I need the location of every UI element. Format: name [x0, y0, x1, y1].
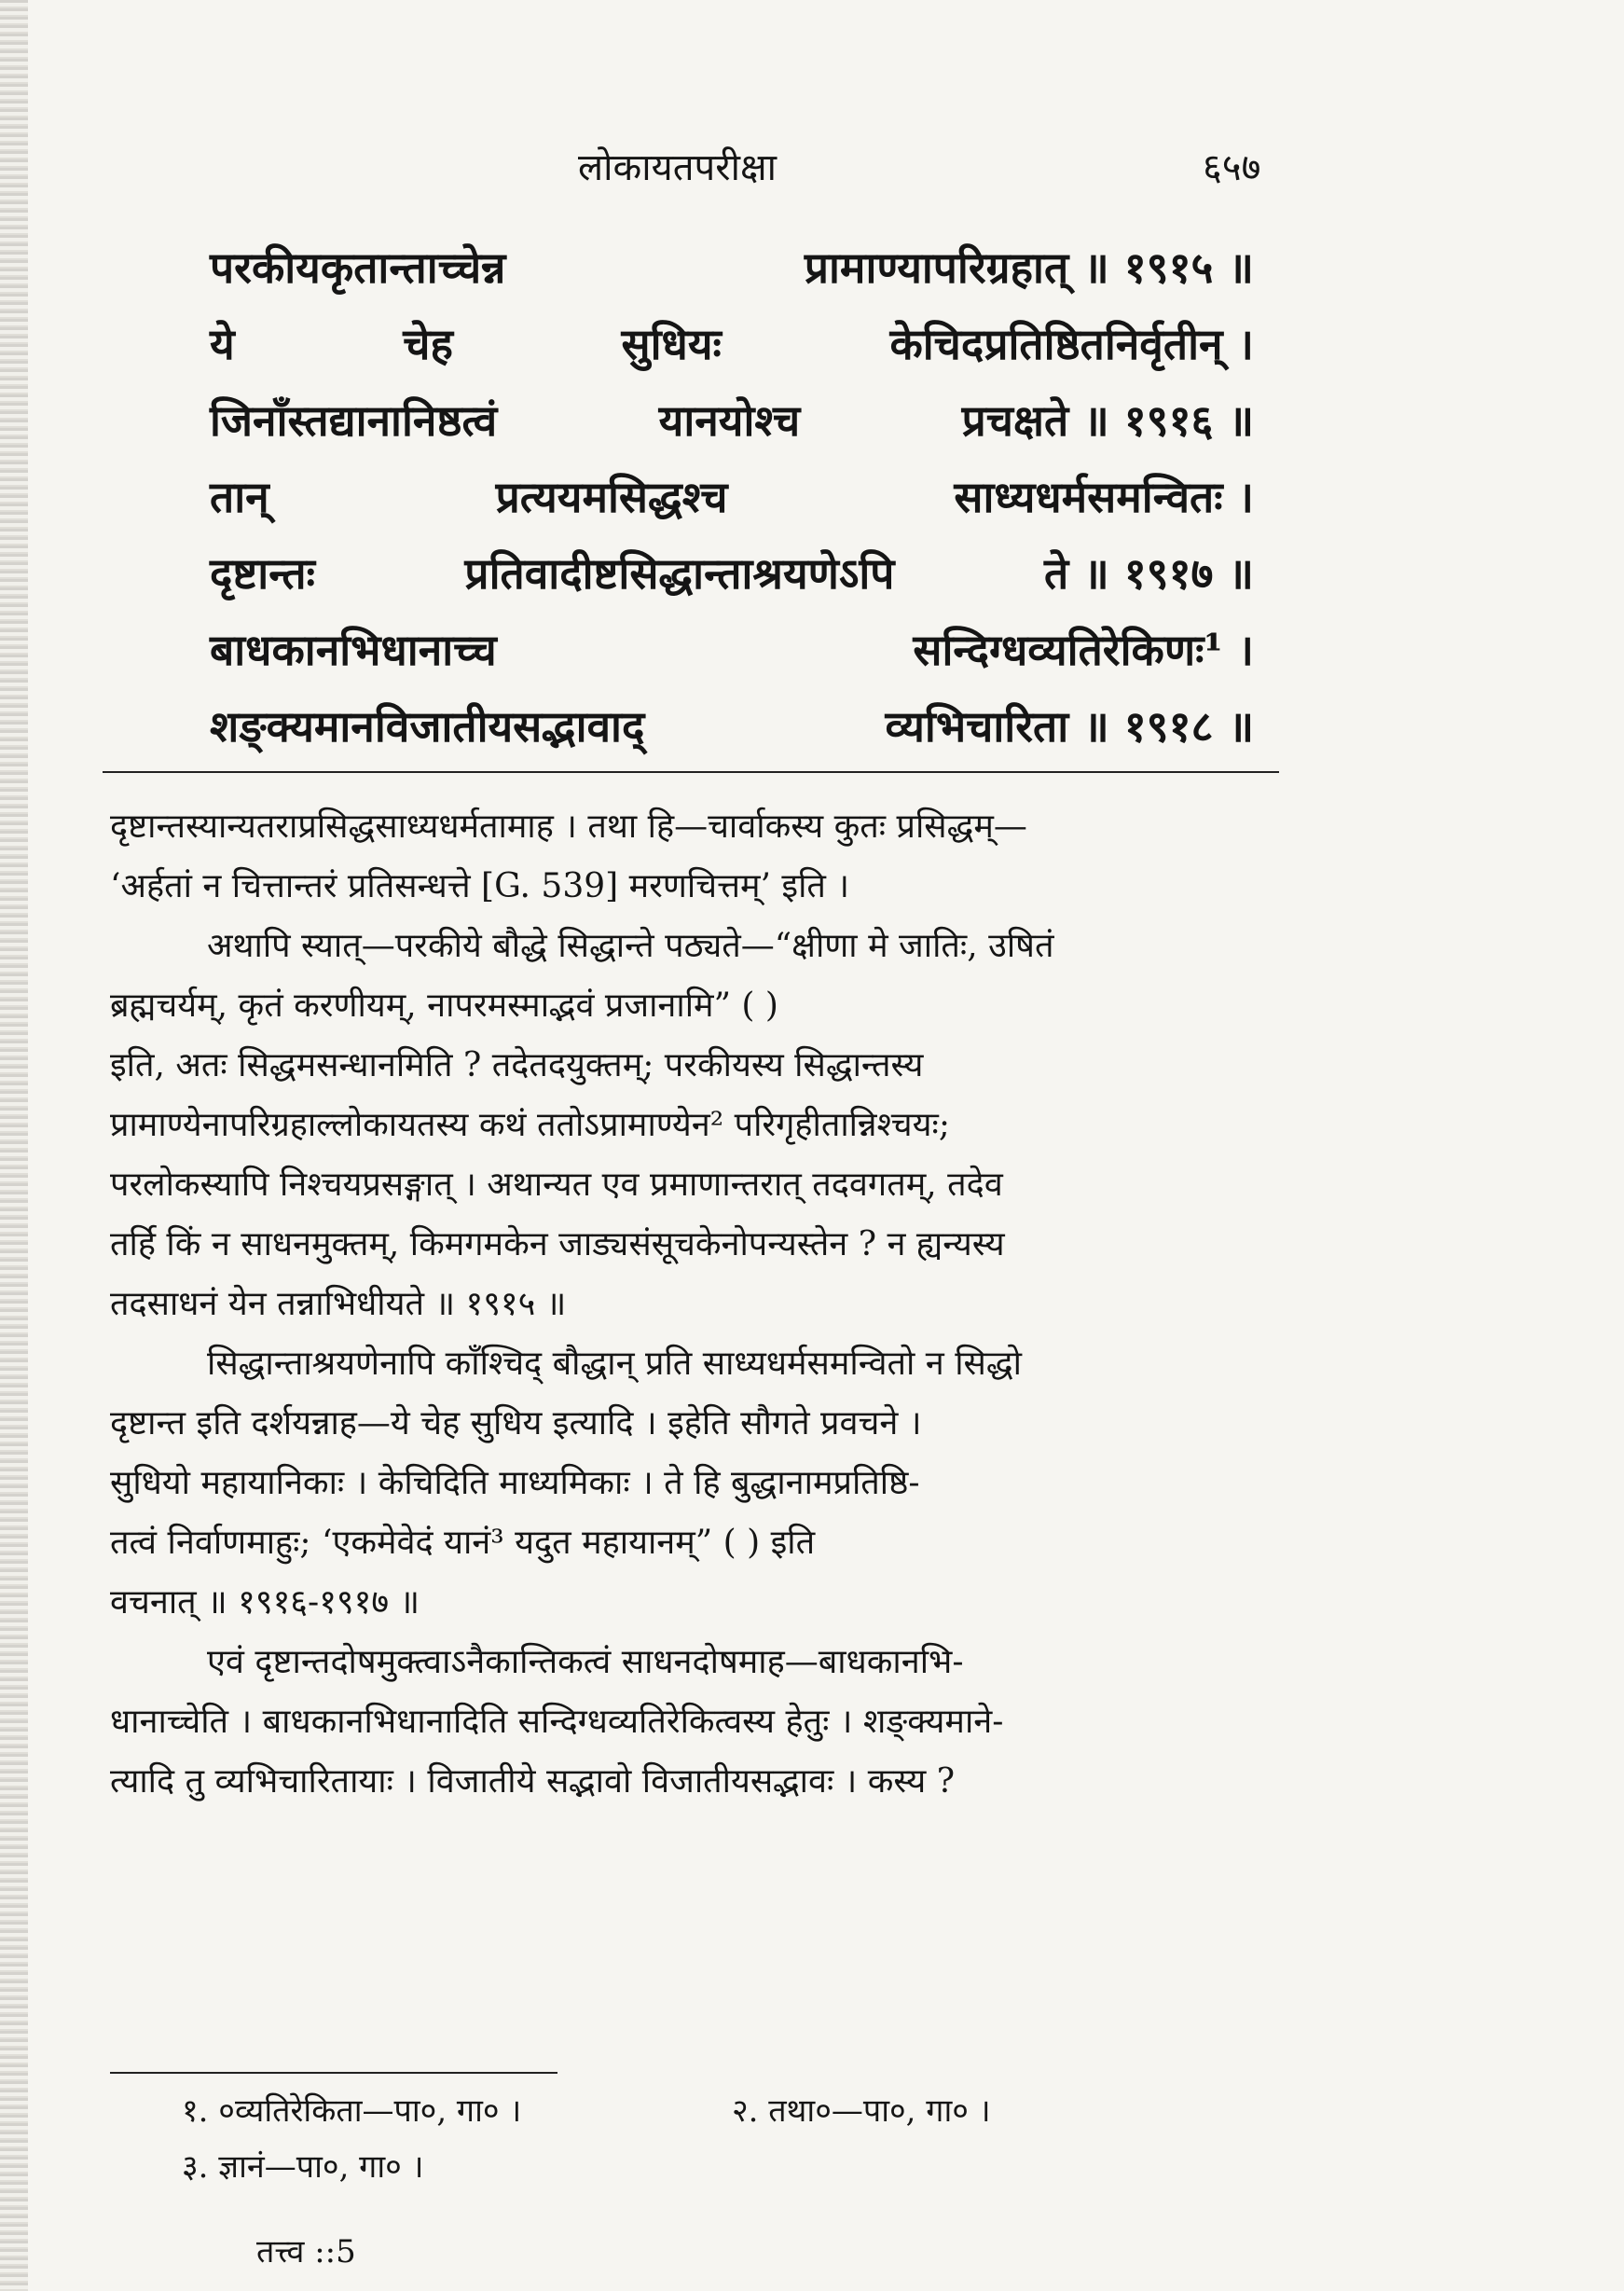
commentary-line: प्रामाण्येनापरिग्रहाल्लोकायतस्य कथं ततोऽप्रामाण्येन² परिगृहीतान्निश्चयः; — [110, 1106, 950, 1144]
commentary-line: ‘अर्हतां न चित्तान्तरं प्रतिसन्धत्ते [G. 539] मरणचित्तम्’ इति । — [110, 867, 849, 905]
commentary-paragraph — [110, 797, 1281, 917]
page-number: ६५७ — [1203, 146, 1261, 189]
footnote: १. ०व्यतिरेकिता—पा०, गा० । — [182, 2092, 522, 2130]
page-spine-edge — [0, 0, 28, 2291]
page-header — [0, 140, 1624, 196]
verse-block — [210, 238, 1254, 773]
commentary-line: ब्रह्मचर्यम्, कृतं करणीयम्, नापरमस्माद्भवं प्रजानामि” ( ) — [110, 987, 778, 1025]
commentary-line: इति, अतः सिद्धमसन्धानमिति ? तदेतदयुक्तम्; परकीयस्य सिद्धान्तस्य — [110, 1046, 924, 1084]
verse-word: चेह — [403, 319, 453, 369]
commentary-line: दृष्टान्त इति दर्शयन्नाह—ये चेह सुधिय इत्यादि । इहेति सौगते प्रवचने । — [110, 1404, 922, 1442]
verse-word: जिनाँस्तद्यानानिष्ठत्वं — [210, 395, 498, 446]
verse-word: व्यभिचारिता ॥ १९१८ ॥ — [885, 701, 1254, 752]
verse-line — [210, 544, 1254, 620]
verse-word: यानयोश्च — [658, 395, 801, 446]
commentary-line: धानाच्चेति । बाधकानभिधानादिति सन्दिग्धव्यतिरेकित्वस्य हेतुः । शङ्क्यमाने- — [110, 1703, 1004, 1741]
footnote: २. तथा०—पा०, गा० । — [732, 2092, 991, 2130]
verse-word: प्रामाण्यापरिग्रहात् ॥ १९१५ ॥ — [804, 242, 1254, 293]
verse-word: परकीयकृतान्ताच्चेन्न — [210, 242, 506, 293]
running-title: लोकायतपरीक्षा — [578, 146, 778, 189]
verse-line — [210, 620, 1254, 697]
footnote: ३. ज्ञानं—पा०, गा० । — [182, 2148, 424, 2186]
verse-word: सुधियः — [621, 319, 722, 369]
signature-mark: तत्त्व ::5 — [256, 2233, 356, 2270]
verse-word: सन्दिग्धव्यतिरेकिणः¹ । — [913, 625, 1254, 675]
verse-divider — [103, 771, 1279, 773]
verse-line — [210, 697, 1254, 773]
verse-line — [210, 391, 1254, 467]
verse-word: ये — [210, 319, 235, 369]
commentary-line: सिद्धान्ताश्रयणेनापि काँश्चिद् बौद्धान् प्रति साध्यधर्मसमन्वितो न सिद्धो — [207, 1345, 1022, 1383]
verse-word: प्रचक्षते ॥ १९१६ ॥ — [961, 395, 1254, 446]
commentary-paragraph — [110, 1334, 1281, 1633]
commentary-line: सुधियो महायानिकाः । केचिदिति माध्यमिकाः । ते हि बुद्धानामप्रतिष्ठि- — [110, 1464, 920, 1502]
commentary-line: परलोकस्यापि निश्चयप्रसङ्गात् । अथान्यत एव प्रमाणान्तरात् तदवगतम्, तदेव — [110, 1166, 1003, 1204]
commentary-line: तर्हि किं न साधनमुक्तम्, किमगमकेन जाड्यसंसूचकेनोपन्यस्तेन ? न ह्यन्यस्य — [110, 1225, 1005, 1263]
commentary-line: तदसाधनं येन तन्नाभिधीयते ॥ १९१५ ॥ — [110, 1285, 567, 1323]
commentary-line: वचनात् ॥ १९१६-१९१७ ॥ — [110, 1583, 420, 1622]
verse-line — [210, 467, 1254, 544]
verse-word: साध्यधर्मसमन्वितः । — [954, 472, 1254, 522]
commentary — [110, 797, 1281, 1812]
verse-line — [210, 314, 1254, 391]
verse-word: प्रत्ययमसिद्धश्च — [495, 472, 728, 522]
verse-word: केचिदप्रतिष्ठितनिर्वृतीन् । — [889, 319, 1254, 369]
verse-word: ते ॥ १९१७ ॥ — [1043, 548, 1254, 599]
commentary-line: एवं दृष्टान्तदोषमुक्त्वाऽनैकान्तिकत्वं साधनदोषमाह—बाधकानभि- — [207, 1643, 964, 1681]
commentary-line: त्यादि तु व्यभिचारितायाः । विजातीये सद्भावो विजातीयसद्भावः । कस्य ? — [110, 1762, 956, 1801]
verse-word: दृष्टान्तः — [210, 548, 315, 599]
commentary-line: अथापि स्यात्—परकीये बौद्धे सिद्धान्ते पठ्यते—“क्षीणा मे जातिः, उषितं — [207, 927, 1054, 965]
verse-word: शङ्क्यमानविजातीयसद्भावाद् — [210, 701, 645, 752]
commentary-paragraph — [110, 917, 1281, 1334]
verse-word: प्रतिवादीष्टसिद्धान्ताश्रयणेऽपि — [464, 548, 895, 599]
footnote-divider — [110, 2072, 557, 2074]
commentary-line: दृष्टान्तस्यान्यतराप्रसिद्धसाध्यधर्मतामाह । तथा हि—चार्वाकस्य कुतः प्रसिद्धम्— — [110, 807, 1027, 846]
verse-word: बाधकानभिधानाच्च — [210, 625, 497, 675]
commentary-paragraph — [110, 1633, 1281, 1812]
commentary-line: तत्वं निर्वाणमाहुः; ‘एकमेवेदं यानं³ यदुत महायानम्” ( ) इति — [110, 1524, 816, 1562]
verse-line — [210, 238, 1254, 314]
verse-word: तान् — [210, 472, 269, 522]
